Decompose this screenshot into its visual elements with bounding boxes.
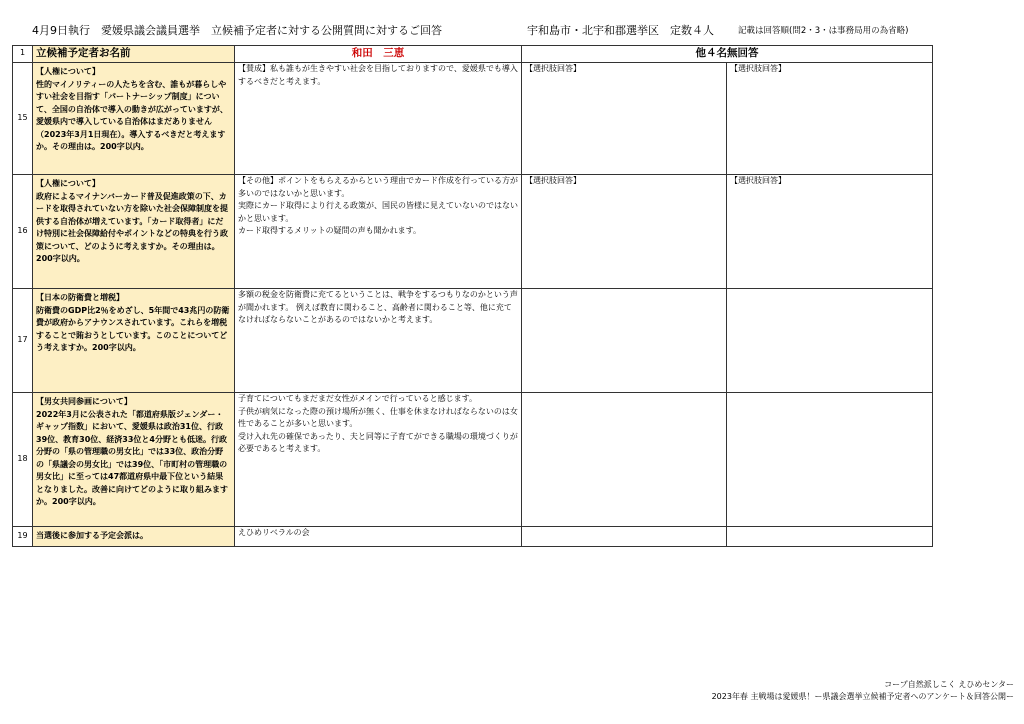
- question-text: 政府によるマイナンバーカード普及促進政策の下、カードを取得されていない方を除いた社会保障制度を提供する自治体が増えています。「カード取得者」にだけ特別に社会保障給付やポイントなどの特典を行う政策について、どのように考えますか。その理由は。200字以内。: [36, 191, 228, 263]
- table-row: [13, 527, 933, 547]
- question-cell: [33, 175, 235, 289]
- answer-text: 【賛成】私も誰もが生きやすい社会を目指しておりますので、愛媛県でも導入するべきだと考えます。: [238, 64, 518, 86]
- table-row: [13, 289, 933, 393]
- question-number: 17: [13, 289, 33, 393]
- other-candidate-answer: [727, 289, 933, 393]
- answer-text: 【その他】ポイントをもらえるからという理由でカード作成を行っている方が多いのではないかと思います。: [238, 176, 518, 198]
- answer-text: 受け入れ先の確保であったり、夫と同等に子育てができる職場の環境づくりが必要であると考えます。: [238, 431, 518, 453]
- question-title: 当選後に参加する予定会派は。: [36, 531, 148, 540]
- others-no-answer: 他４名無回答: [522, 46, 933, 63]
- other-candidate-answer: [522, 527, 727, 547]
- table-row: [13, 175, 933, 289]
- header-number: 1: [13, 46, 33, 63]
- question-cell: [33, 63, 235, 175]
- answer-text: カード取得するメリットの疑問の声も聞かれます。: [238, 226, 422, 235]
- note: 記載は回答順(問2・3・は事務局用の為省略): [738, 26, 909, 36]
- other-candidate-answer: [727, 393, 933, 527]
- question-cell: [33, 289, 235, 393]
- candidate-name: 和田 三恵: [235, 46, 522, 63]
- header-candidate-name-label: 立候補予定者お名前: [33, 46, 235, 63]
- question-cell: [33, 527, 235, 547]
- answer-text: えひめリベラルの会: [238, 528, 310, 537]
- question-title: 【人権について】: [36, 67, 100, 76]
- question-text: 性的マイノリティーの人たちを含む、誰もが暮らしやすい社会を目指す「パートナーシップ制度」について、全国の自治体で導入の動きが広がっていますが、愛媛県内で導入している自治体はまだありません（2023年3月1日現在）。導入するべきだと考えますか。その理由は。200字以内。: [36, 79, 228, 151]
- question-number: 18: [13, 393, 33, 527]
- question-number: 19: [13, 527, 33, 547]
- question-text: 2022年3月に公表された「都道府県版ジェンダー・ギャップ指数」において、愛媛県は政治31位、行政39位、教育30位、経済33位と4分野とも低迷。行政分野の「県の管理職の男女比」では33位、政治分野の「県議会の男女比」では39位、「市町村の管理職の男女比」に至っては47都道府県中最下位という結果となりました。改善に向けてどのように取り組みますか。200字以内。: [36, 409, 228, 506]
- question-number: 15: [13, 63, 33, 175]
- other-candidate-answer: [727, 527, 933, 547]
- answer-cell: [235, 289, 522, 393]
- table-row: [13, 63, 933, 175]
- question-cell: [33, 393, 235, 527]
- answer-table: [12, 45, 933, 547]
- document-title: 4月9日執行 愛媛県議会議員選挙 立候補予定者に対する公開質問に対するご回答: [32, 24, 442, 37]
- question-text: 防衛費のGDP比2％をめざし、5年間で43兆円の防衛費が政府からアナウンスされています。これらを増税することで賄おうとしています。このことについてどう考えますか。200字以内。: [36, 305, 230, 352]
- question-number: 16: [13, 175, 33, 289]
- table-header-row: [13, 46, 933, 63]
- answer-cell: [235, 527, 522, 547]
- question-title: 【日本の防衛費と増税】: [36, 293, 124, 302]
- answer-text: 子育てについてもまだまだ女性がメインで行っていると感じます。: [238, 394, 478, 403]
- district-info: 宇和島市・北宇和郡選挙区 定数４人: [527, 24, 714, 37]
- answer-text: 多額の税金を防衛費に充てるということは、戦争をするつもりなのかという声が聞かれます。 例えば教育に関わること、高齢者に関わること等、他に充てなければならないことがあるのではないかと考えます。: [238, 290, 518, 324]
- answer-text: 子供が病気になった際の預け場所が無く、仕事を休まなければならないのは女性であることが多いと思います。: [238, 406, 518, 428]
- table-row: [13, 393, 933, 527]
- answer-cell: [235, 63, 522, 175]
- answer-text: 実際にカード取得により行える政策が、国民の皆様に見えていないのではないかと思います。: [238, 201, 518, 223]
- footer-caption: 2023年春 主戦場は愛媛県！ー県議会選挙立候補予定者へのアンケート＆回答公開ー: [711, 692, 1014, 701]
- table-body: [13, 63, 933, 547]
- other-candidate-answer: 【選択肢回答】: [727, 175, 933, 289]
- other-candidate-answer: [522, 289, 727, 393]
- other-candidate-answer: 【選択肢回答】: [522, 63, 727, 175]
- answer-cell: [235, 175, 522, 289]
- other-candidate-answer: [522, 393, 727, 527]
- other-candidate-answer: 【選択肢回答】: [727, 63, 933, 175]
- answer-cell: [235, 393, 522, 527]
- footer-organization: コープ自然派しこく えひめセンター: [884, 680, 1014, 689]
- question-title: 【男女共同参画について】: [36, 397, 132, 406]
- question-title: 【人権について】: [36, 179, 100, 188]
- other-candidate-answer: 【選択肢回答】: [522, 175, 727, 289]
